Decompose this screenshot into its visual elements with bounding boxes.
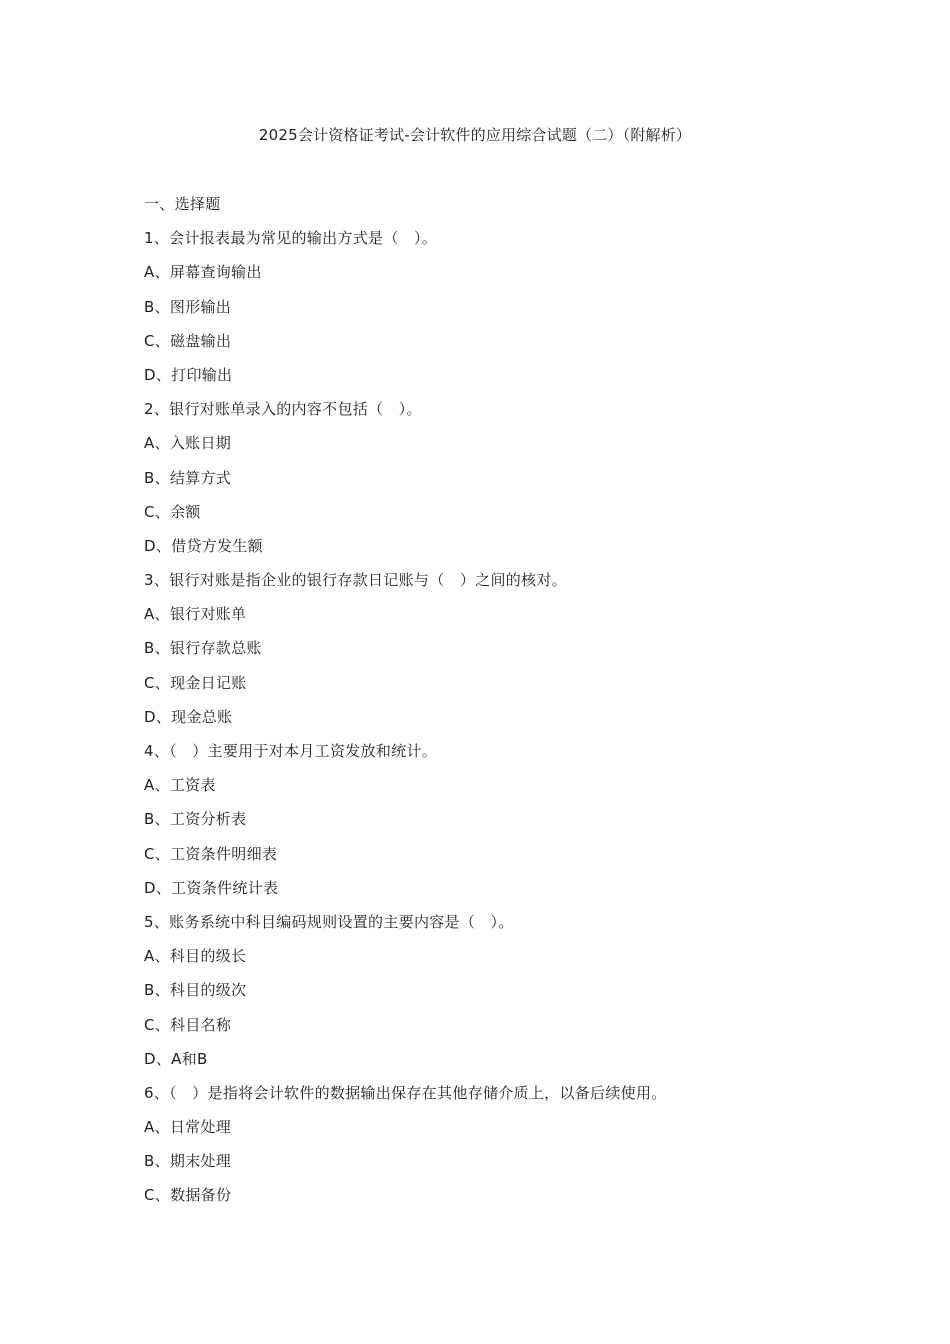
question-2-option-c: C、余额 [144,502,201,521]
question-3-option-a: A、银行对账单 [144,605,247,624]
question-2-option-b: B、结算方式 [144,468,232,487]
question-1-option-c: C、磁盘输出 [144,331,232,350]
question-1-option-a: A、屏幕查询输出 [144,263,262,282]
question-2-option-a: A、入账日期 [144,434,232,453]
question-4-option-c: C、工资条件明细表 [144,844,278,863]
question-6-option-c: C、数据备份 [144,1186,232,1205]
question-2-stem: 2、银行对账单录入的内容不包括（ ）。 [144,400,422,419]
question-2-option-d: D、借贷方发生额 [144,536,263,555]
question-5-option-a: A、科目的级长 [144,947,247,966]
section-heading: 一、选择题 [144,195,221,213]
question-1-option-d: D、打印输出 [144,365,233,384]
question-5-stem: 5、账务系统中科目编码规则设置的主要内容是（ ）。 [144,912,514,931]
document-title: 2025会计资格证考试-会计软件的应用综合试题（二）（附解析） [258,126,692,144]
question-1-stem: 1、会计报表最为常见的输出方式是（ ）。 [144,229,438,248]
question-6-option-a: A、日常处理 [144,1118,232,1137]
question-3-option-d: D、现金总账 [144,707,233,726]
question-5-option-b: B、科目的级次 [144,981,247,1000]
question-5-option-d: D、A和B [144,1049,208,1068]
document-body [144,193,864,1219]
question-3-option-c: C、现金日记账 [144,673,247,692]
question-5-option-c: C、科目名称 [144,1015,232,1034]
question-6-stem: 6、（ ）是指将会计软件的数据输出保存在其他存储介质上，以备后续使用。 [144,1083,667,1102]
question-4-option-b: B、工资分析表 [144,810,247,829]
question-4-option-d: D、工资条件统计表 [144,878,279,897]
question-4-stem: 4、（ ）主要用于对本月工资发放和统计。 [144,742,438,760]
question-1-option-b: B、图形输出 [144,297,232,316]
question-6-option-b: B、期末处理 [144,1152,232,1171]
question-3-option-b: B、银行存款总账 [144,639,262,658]
question-3-stem: 3、银行对账是指企业的银行存款日记账与（ ）之间的核对。 [144,571,567,590]
question-4-option-a: A、工资表 [144,776,216,795]
